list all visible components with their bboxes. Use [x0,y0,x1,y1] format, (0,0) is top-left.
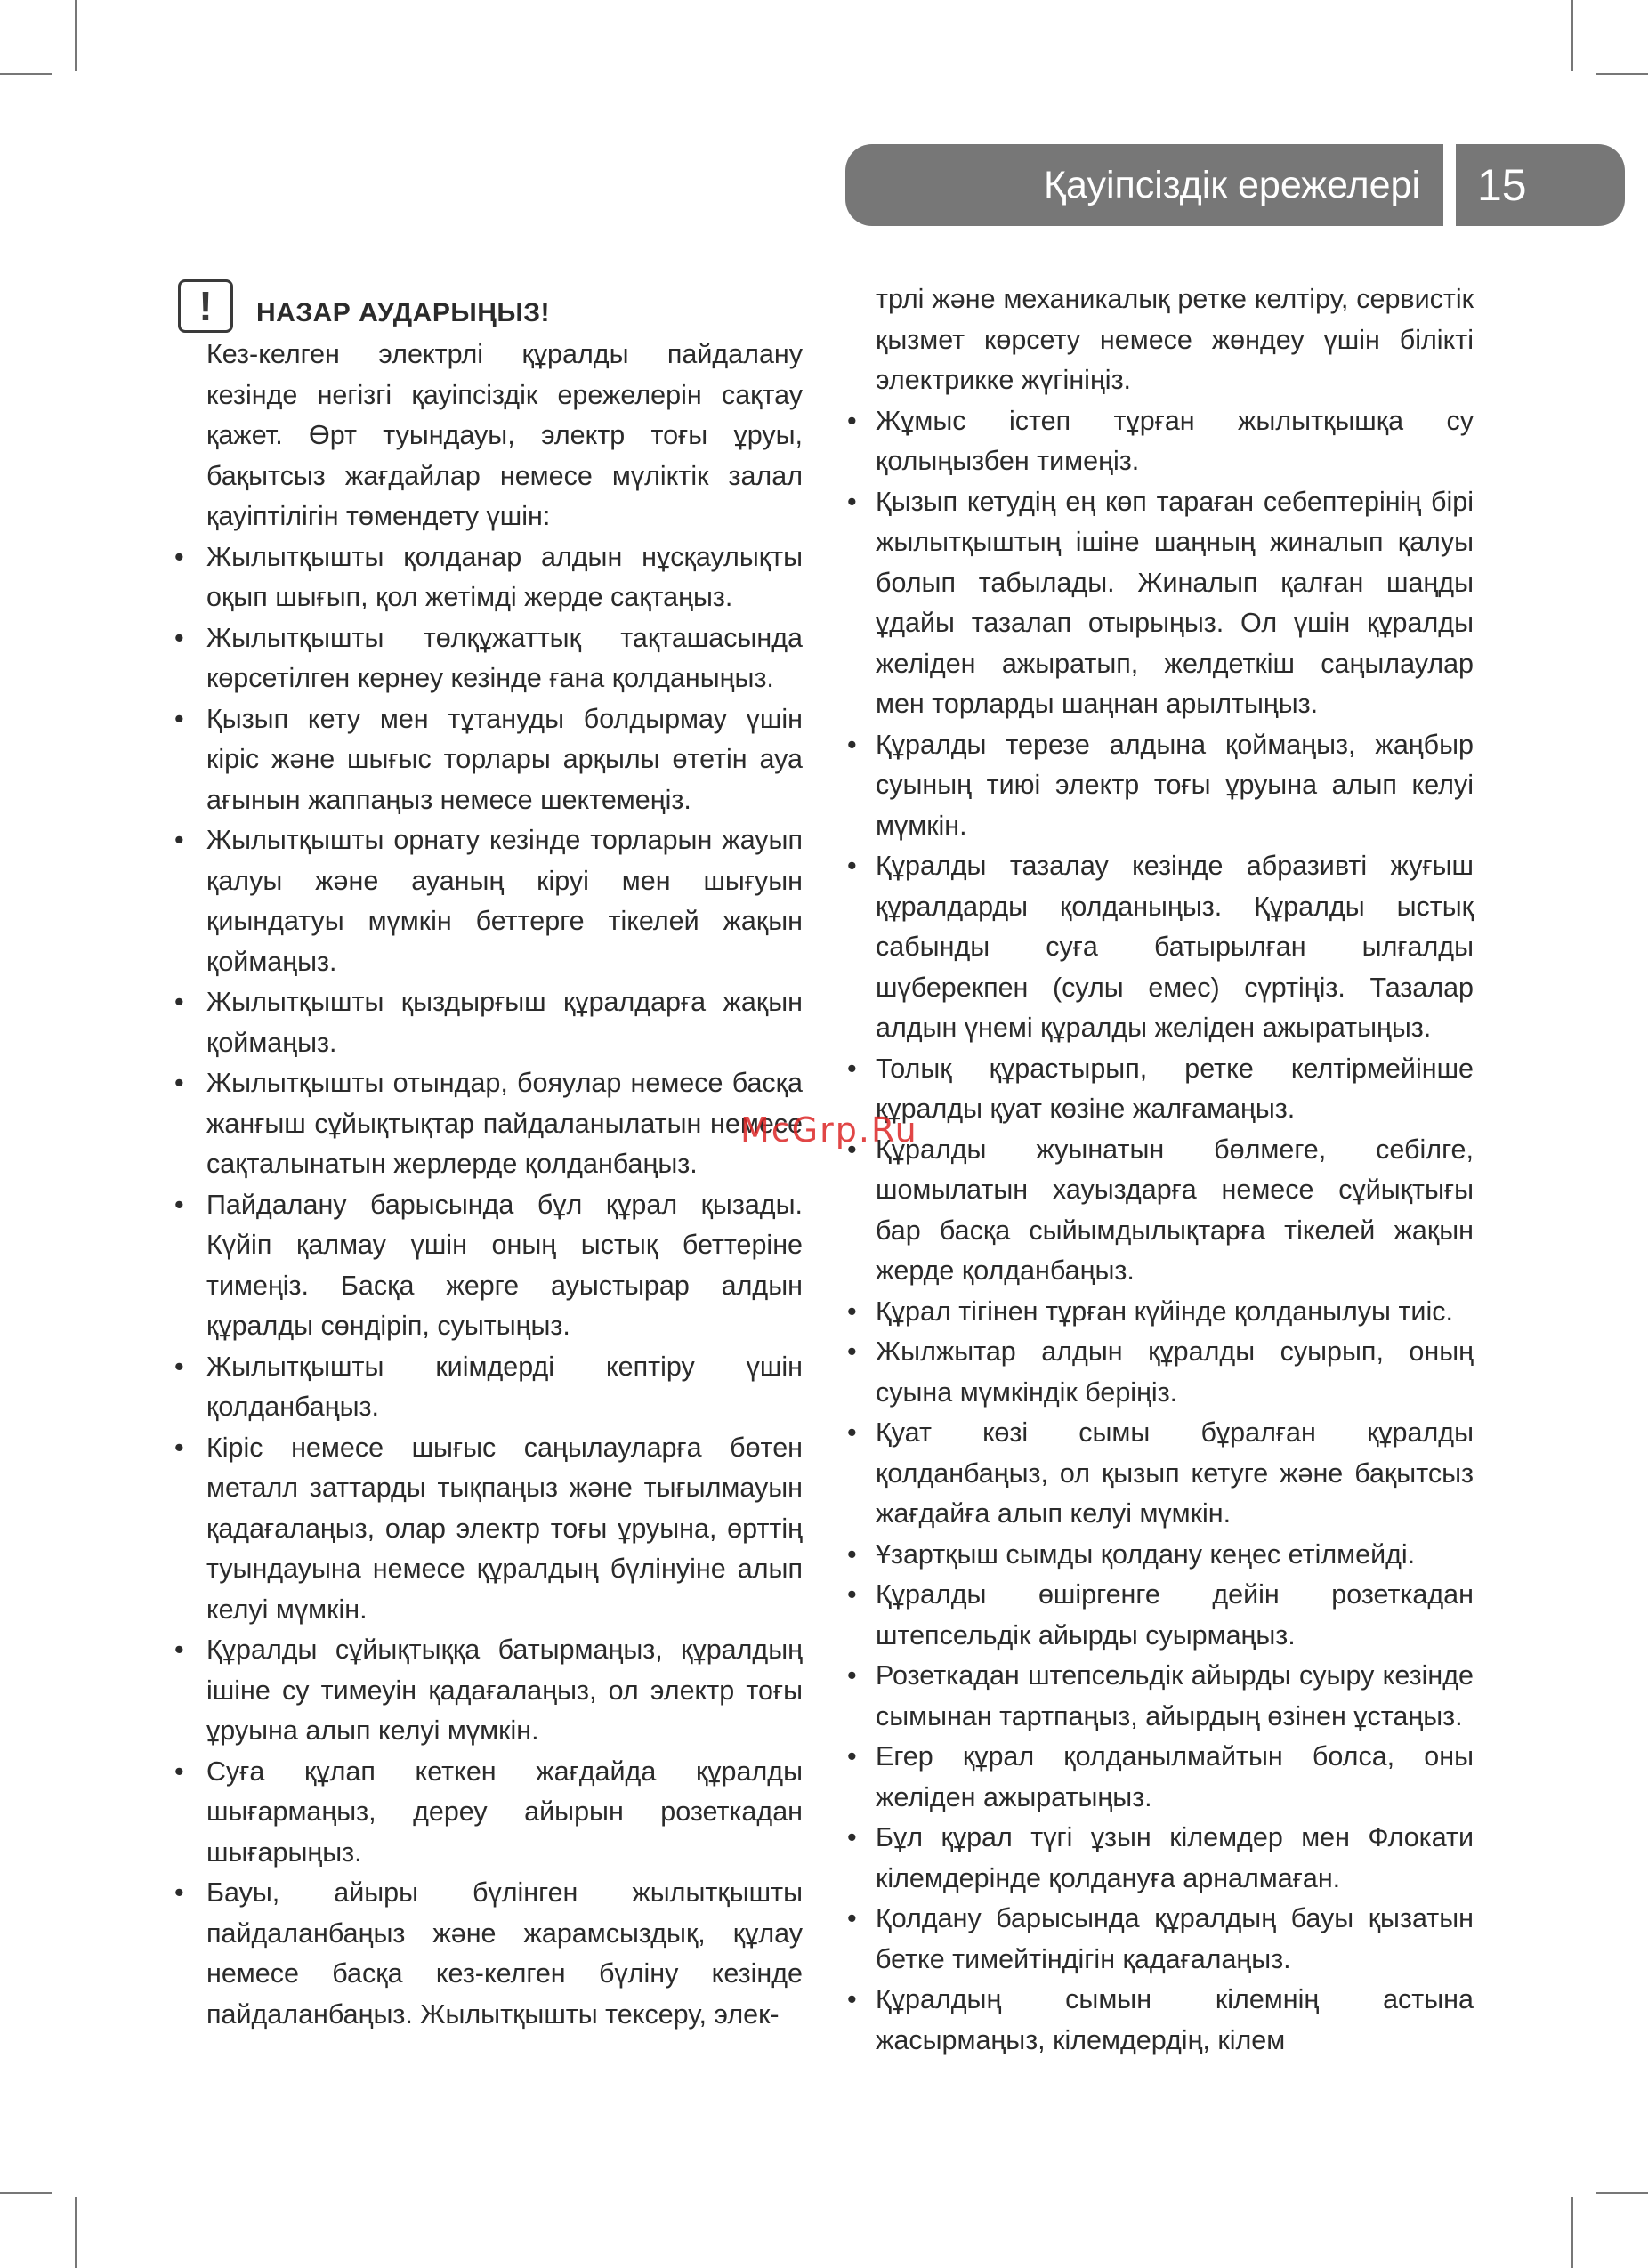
list-item: • Қуат көзі сымы бұралған құралды қолданбаңыз, ол қызып кетуге және бақытсыз жағдайға алып келуі мүмкін. [845,1413,1474,1535]
crop-mark [0,73,52,75]
list-item: • Егер құрал қолданылмайтын болса, оны желіден ажыратыңыз. [845,1737,1474,1818]
list-item: • Жұмыс істеп тұрған жылытқышқа су қолыңызбен тимеңіз. [845,401,1474,482]
right-column [845,279,1474,2061]
safety-list-right [845,401,1474,2062]
page-number: 15 [1456,144,1625,226]
list-item: • Жылытқышты төлқұжаттық тақташасында көрсетілген кернеу кезінде ғана қолданыңыз. [169,618,803,699]
list-item: • Жылытқышты киімдерді кептіру үшін қолданбаңыз. [169,1347,803,1428]
list-item: • Бұл құрал түгі ұзын кілемдер мен Флокати кілемдерінде қолдануға арналмаған. [845,1818,1474,1899]
list-item: • Құралдың сымын кілемнің астына жасырмаңыз, кілемдердің, кілем [845,1980,1474,2061]
warning-heading [169,279,803,333]
crop-mark [75,2197,77,2268]
warning-title: НАЗАР АУДАРЫҢЫЗ! [256,297,551,327]
section-title: Қауіпсіздік ережелері [845,144,1443,226]
list-item: • Құралды тазалау кезінде абразивті жуғыш құралдарды қолданыңыз. Құралды ыстық сабынды суға батырылған ылғалды шүберекпен (сулы емес) сүртіңіз. Тазалар алдын үнемі құралды желіден ажыратыңыз. [845,846,1474,1049]
crop-mark [75,0,77,71]
watermark: McGrp.Ru [740,1110,918,1150]
crop-mark [1571,2197,1573,2268]
list-item: • Құрал тігінен тұрған күйінде қолданылуы тиіс. [845,1292,1474,1333]
list-item: • Қызып кету мен тұтануды болдырмау үшін кіріс және шығыс торлары арқылы өтетін ауа ағынын жаппаңыз немесе шектемеңіз. [169,699,803,821]
warning-intro: Кез-келген электрлі құралды пайдалану кезінде негізгі қауіпсіздік ережелерін сақтау қажет. Өрт туындауы, электр тоғы ұруы, бақытсыз жағдайлар немесе мүліктік залал қауіптілігін төмендету үшін: [206,339,803,531]
list-item: • Қызып кетудің ең көп тараған себептерінің бірі жылытқыштың ішіне шаңның жиналып қалуы болып табылады. Жиналып қалған шаңды ұдайы тазалап отырыңыз. Ол үшін құралды желіден ажыратып, желдеткіш саңылаулар мен торларды шаңнан арылтыңыз. [845,482,1474,725]
list-item: • Құралды терезе алдына қоймаңыз, жаңбыр суының тиюі электр тоғы ұруына алып келуі мүмкін. [845,725,1474,847]
left-column [169,279,803,2035]
crop-mark [1596,2192,1648,2194]
list-item: • Жылытқышты орнату кезінде торларын жауып қалуы және ауаның кіруі мен шығуын қиындатуы мүмкін беттерге тікелей жақын қоймаңыз. [169,820,803,982]
crop-mark [1596,73,1648,75]
list-item: • Жылытқышты қолданар алдын нұсқаулықты оқып шығып, қол жетімді жерде сақтаңыз. [169,537,803,618]
list-item: • Пайдалану барысында бұл құрал қызады. Күйіп қалмау үшін оның ыстық беттеріне тимеңіз. Басқа жерге ауыстырар алдын құралды сөндіріп, суытыңыз. [169,1185,803,1347]
list-item: • Толық құрастырып, ретке келтірмейінше құралды қуат көзіне жалғамаңыз. [845,1049,1474,1130]
list-item: • Құралды жуынатын бөлмеге, себілге, шомылатын хауыздарға немесе сұйықтығы бар басқа сыйымдылықтарға тікелей жақын жерде қолданбаңыз. [845,1130,1474,1292]
list-item: • Суға құлап кеткен жағдайда құралды шығармаңыз, дереу айырын розеткадан шығарыңыз. [169,1752,803,1874]
continued-paragraph: трлі және механикалық ретке келтіру, сервистік қызмет көрсету немесе жөндеу үшін білікті электрикке жүгініңіз. [876,284,1474,395]
safety-list-left [169,537,803,2036]
list-item: • Жылытқышты қыздырғыш құралдарға жақын қоймаңыз. [169,982,803,1063]
crop-mark [1571,0,1573,71]
exclamation-box-icon: ! [178,279,233,333]
list-item: • Кіріс немесе шығыс саңылауларға бөтен металл заттарды тықпаңыз және тығылмауын қадағалаңыз, олар электр тоғы ұруына, өрттің туындауына немесе құралдың бүлінуіне алып келуі мүмкін. [169,1428,803,1631]
list-item: • Ұзартқыш сымды қолдану кеңес етілмейді. [845,1535,1474,1576]
list-item: • Жылытқышты отындар, бояулар немесе басқа жанғыш сұйықтықтар пайдаланылатын немесе сақталынатын жерлерде қолданбаңыз. [169,1063,803,1185]
crop-mark [0,2192,52,2194]
list-item: • Розеткадан штепсельдік айырды суыру кезінде сымынан тартпаңыз, айырдың өзінен ұстаңыз. [845,1656,1474,1737]
list-item: • Бауы, айыры бүлінген жылытқышты пайдаланбаңыз және жарамсыздық, құлау немесе басқа кез-келген бүліну кезінде пайдаланбаңыз. Жылытқышты тексеру, элек- [169,1873,803,2035]
list-item: • Құралды сұйықтыққа батырмаңыз, құралдың ішіне су тимеуін қадағалаңыз, ол электр тоғы ұруына алып келуі мүмкін. [169,1630,803,1752]
list-item: • Құралды өшіргенге дейін розеткадан штепсельдік айырды суырмаңыз. [845,1575,1474,1656]
list-item: • Жылжытар алдын құралды суырып, оның суына мүмкіндік беріңіз. [845,1332,1474,1413]
list-item: • Қолдану барысында құралдың бауы қызатын бетке тимейтіндігін қадағалаңыз. [845,1899,1474,1980]
